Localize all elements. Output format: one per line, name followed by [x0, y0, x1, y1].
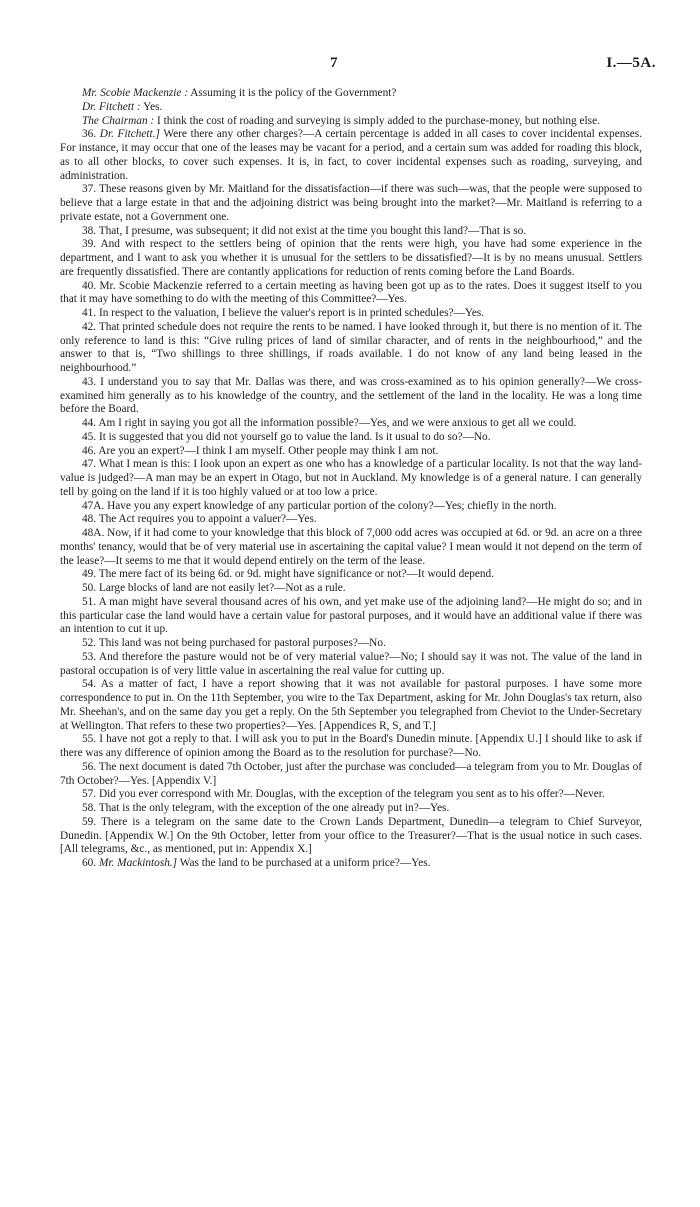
paragraph: 43. I understand you to say that Mr. Dallas was there, and was cross-examined as to his opinion generally?—We cross-examined him generally as to his knowledge of the country, and the settlement of the land in the locality. He was a long time before the Board. [60, 375, 642, 416]
paragraph: 53. And therefore the pasture would not be of very material value?—No; I should say it was not. The value of the land in pastoral occupation is of very little value in ascertaining the real value for cutting up. [60, 650, 642, 677]
evidence-text [60, 87, 642, 871]
paragraph: 56. The next document is dated 7th October, just after the purchase was concluded—a telegram from you to Mr. Douglas of 7th October?—Yes. [Appendix V.] [60, 760, 642, 787]
speaker-name: Dr. Fitchett : [82, 100, 141, 113]
paragraph: 46. Are you an expert?—I think I am myself. Other people may think I am not. [82, 444, 439, 457]
speaker-name: Mr. Mackintosh.] [98, 857, 178, 869]
paragraph: 37. These reasons given by Mr. Maitland for the dissatisfaction—if there was such—was, that the people were supposed to believe that a large estate in that and the adjoining district was being brought into the market?—Mr. Maitland is referring to a private estate, not a Government one. [60, 183, 642, 223]
paragraph: 54. As a matter of fact, I have a report showing that it was not available for pastoral purposes. I have some more correspondence to put in. On the 11th September, you wire to the Tax Department, asking for Mr. John Douglas's tax return, also Mr. Sheehan's, and on the same day you get a reply. On the 5th September you telegraphed from Cheviot to the Under-Secretary at Wellington. That refers to these two properties?—Yes. [Appendices R, S, and T.] [60, 678, 642, 732]
paragraph: 40. Mr. Scobie Mackenzie referred to a certain meeting as having been got up as to the rates. Does it suggest itself to you that it may have something to do with the meeting of this Committee?—Yes. [60, 279, 642, 306]
paragraph [60, 128, 642, 183]
paragraph: 48A. Now, if it had come to your knowledge that this block of 7,000 odd acres was occupied at 6d. or 9d. an acre on a three months' tenancy, would that be of very material use in ascertaining the capital value? I mean would it not depend on the term of the lease?—It seems to me that it would depend entirely on the term of the lease. [60, 527, 642, 567]
paragraph: 44. Am I right in saying you got all the information possible?—Yes, and we were anxious to get all we could. [82, 417, 577, 429]
page-number: 7 [330, 55, 338, 71]
paragraph [60, 87, 642, 101]
paragraph: 51. A man might have several thousand acres of his own, and yet make use of the adjoining land?—He might do so; and in this particular case the land would have a certain value for pastoral purposes, and it would have an additional value if there was an intention to cut it up. [60, 595, 642, 636]
speaker-name: Dr. Fitchett.] [99, 128, 160, 141]
paragraph: 41. In respect to the valuation, I believe the valuer's report is in printed schedules?—Yes. [82, 307, 485, 319]
paragraph-text: Were there any other charges?—A certain percentage is added in all cases to cover incidental expenses. For instance, it may occur that one of the leases may be vacant for a period, and a certain sum was added for roading this block, as to all other blocks, to cover such expenses. It is, in fact, to cover incidental expenses such as roading, surveying, and administration. [60, 128, 643, 182]
paragraph: 47A. Have you any expert knowledge of any particular portion of the colony?—Yes; chiefly in the north. [82, 499, 557, 512]
paragraph: 47. What I mean is this: I look upon an expert as one who has a knowledge of a particular locality. Is not that the way land-value is judged?—A man may be an expert in Otago, but not in Auckland. My knowledge is of a general nature. I can generally tell by going on the land if it is too highly valued or at too low a price. [60, 458, 642, 498]
paragraph: 58. That is the only telegram, with the exception of the one already put in?—Yes. [82, 802, 450, 814]
paragraph [60, 115, 642, 129]
paragraph-text: I think the cost of roading and surveying is simply added to the purchase-money, but nothing else. [154, 114, 600, 127]
paragraph: 38. That, I presume, was subsequent; it did not exist at the time you bought this land?—That is so. [82, 224, 527, 237]
paragraph [60, 857, 642, 871]
document-reference: I.—5A. [606, 55, 656, 71]
question-number: 36. [82, 128, 100, 141]
paragraph: 49. The mere fact of its being 6d. or 9d. might have significance or not?—It would depend. [82, 568, 495, 581]
speaker-name: The Chairman : [82, 114, 155, 127]
paragraph [60, 101, 642, 115]
paragraph: 48. The Act requires you to appoint a valuer?—Yes. [82, 513, 317, 526]
paragraph-text: Was the land to be purchased at a uniform price?—Yes. [177, 857, 431, 869]
paragraph: 50. Large blocks of land are not easily let?—Not as a rule. [82, 582, 346, 594]
paragraph: 52. This land was not being purchased for pastoral purposes?—No. [82, 637, 386, 649]
paragraph: 59. There is a telegram on the same date to the Crown Lands Department, Dunedin—a telegram to Chief Surveyor, Dunedin. [Appendix W.] On the 9th October, letter from your office to the Treasurer?—That is the usual notice in such cases. [All telegrams, &c., as mentioned, put in: Appendix X.] [60, 815, 642, 856]
paragraph: 57. Did you ever correspond with Mr. Douglas, with the exception of the telegram you sent as to his offer?—Never. [82, 788, 605, 801]
paragraph: 42. That printed schedule does not require the rents to be named. I have looked through it, but there is no mention of it. The only reference to land is this: “Give ruling prices of land of similar character, and of rents in the neighbourhood,” and the answer to that is, “Two shillings to three shillings, if roads available. I do not know of any land being leased in the neighbourhood.” [60, 320, 642, 374]
paragraph: 45. It is suggested that you did not yourself go to value the land. Is it usual to do so?—No. [82, 430, 491, 443]
paragraph-text: Assuming it is the policy of the Government? [188, 87, 397, 99]
paragraph: 55. I have not got a reply to that. I will ask you to put in the Board's Dunedin minute. [Appendix U.] I should like to ask if there was any difference of opinion among the Board as to the resolution for purchase?—No. [60, 733, 642, 759]
paragraph: 39. And with respect to the settlers being of opinion that the rents were high, you have had some experience in the department, and I want to ask you whether it is unusual for the settlers to be dissatisfied?—It is by no means unusual. Settlers are frequently dissatisfied. There are contantly applications for reduction of rents coming before the Land Boards. [60, 238, 642, 278]
paragraph-text: Yes. [140, 100, 163, 113]
speaker-name: Mr. Scobie Mackenzie : [82, 87, 189, 99]
question-number: 60. [82, 857, 99, 869]
